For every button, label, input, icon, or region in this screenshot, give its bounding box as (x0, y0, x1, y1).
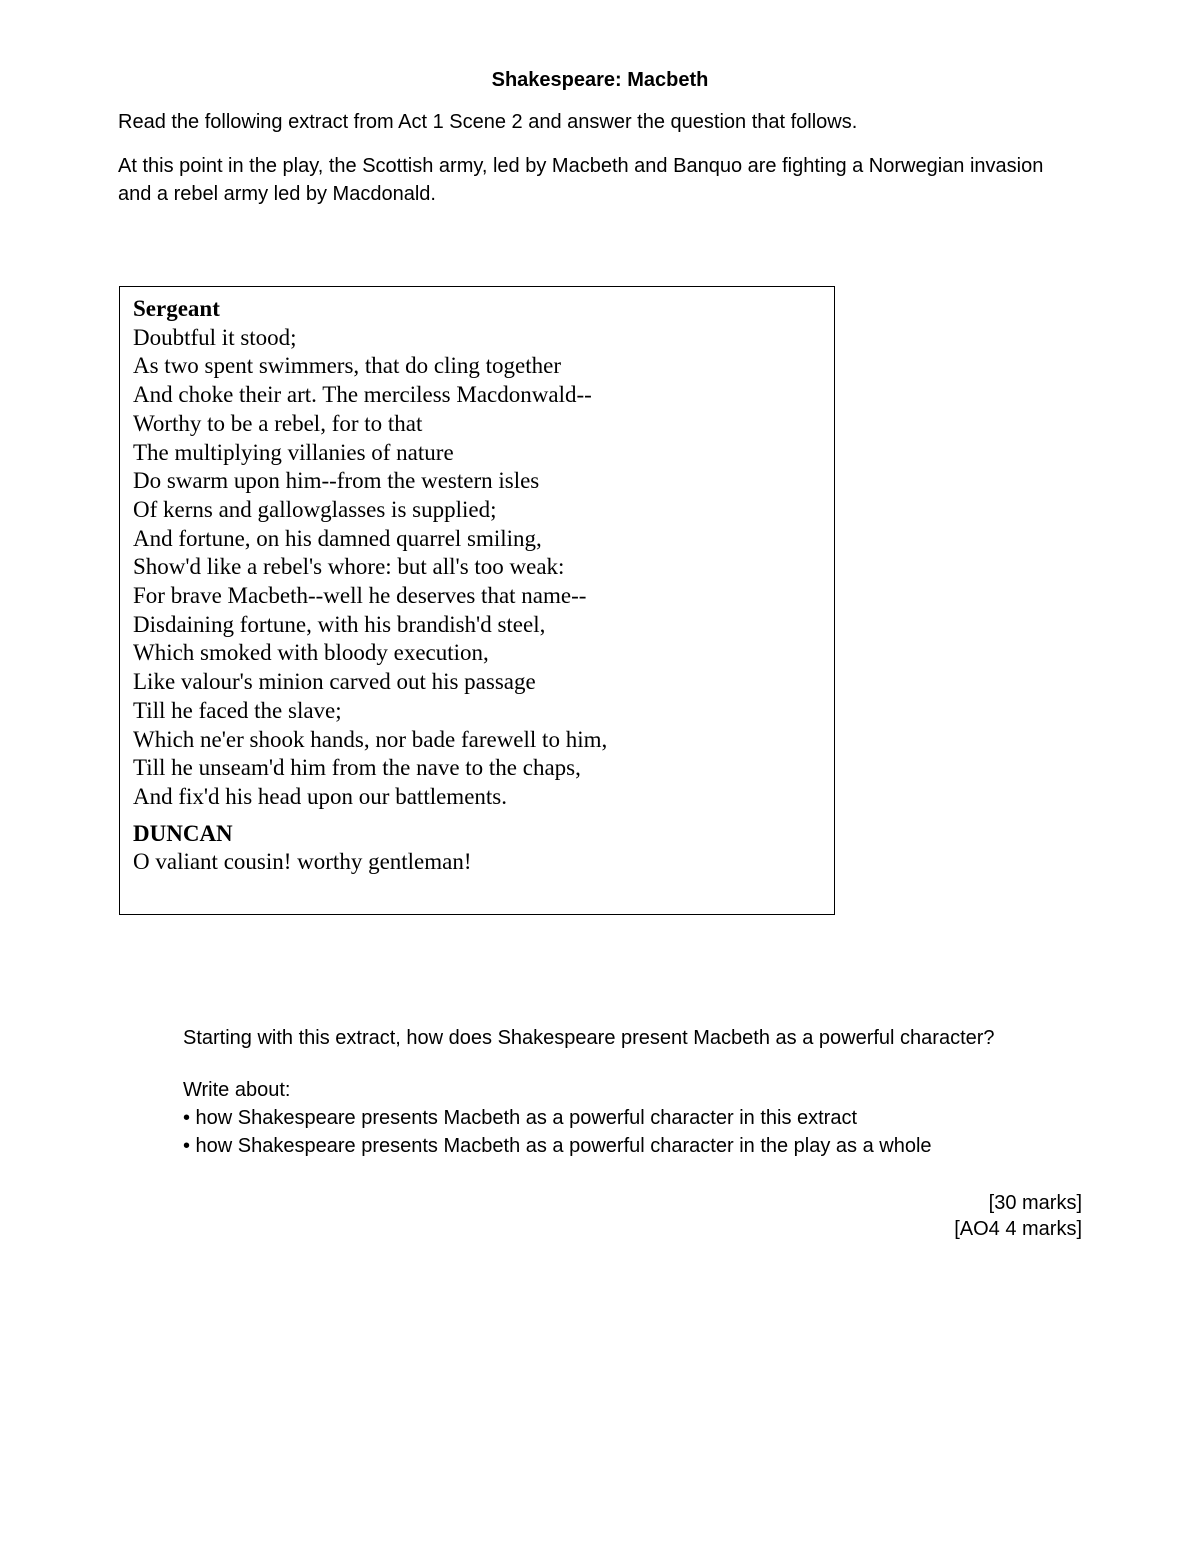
extract-line: Which smoked with bloody execution, (133, 640, 489, 666)
extract-line: Till he unseam'd him from the nave to the chaps, (133, 755, 581, 781)
bullet-item: • how Shakespeare presents Macbeth as a powerful character in this extract (183, 1107, 858, 1129)
bullet-item: • how Shakespeare presents Macbeth as a powerful character in the play as a whole (183, 1135, 932, 1157)
extract-line: Show'd like a rebel's whore: but all's too weak: (133, 554, 565, 580)
extract-line: The multiplying villanies of nature (133, 439, 454, 465)
extract-line: And choke their art. The merciless Macdonwald-- (133, 382, 592, 408)
extract-line: Like valour's minion carved out his passage (133, 669, 536, 695)
speaker-sergeant: Sergeant (133, 296, 220, 321)
extract-line: And fortune, on his damned quarrel smiling, (133, 525, 542, 551)
total-marks: [30 marks] (988, 1192, 1082, 1214)
extract-box (119, 286, 835, 915)
speaker-duncan: DUNCAN (133, 820, 233, 846)
page-title: Shakespeare: Macbeth (491, 69, 709, 91)
instruction-text: Read the following extract from Act 1 Scene 2 and answer the question that follows. (118, 111, 858, 133)
context-text: At this point in the play, the Scottish army, led by Macbeth and Banquo are fighting a Norwegian invasion and a rebel army led by Macdonald. (118, 155, 1044, 205)
extract-line: Disdaining fortune, with his brandish'd steel, (133, 611, 546, 637)
extract-text (133, 295, 607, 877)
question-text: Starting with this extract, how does Shakespeare present Macbeth as a powerful character? (183, 1027, 995, 1049)
extract-line: Do swarm upon him--from the western isles (133, 468, 540, 494)
extract-line: Of kerns and gallowglasses is supplied; (133, 496, 497, 522)
speech-gap (133, 812, 607, 820)
question-block (183, 1024, 995, 1160)
marks-block (954, 1190, 1082, 1242)
extract-line: Which ne'er shook hands, nor bade farewell to him, (133, 726, 608, 752)
extract-line: For brave Macbeth--well he deserves that name-- (133, 583, 587, 609)
extract-line: Doubtful it stood; (133, 324, 297, 350)
extract-line: And fix'd his head upon our battlements. (133, 783, 507, 809)
extract-line: Worthy to be a rebel, for to that (133, 410, 423, 436)
ao4-marks: [AO4 4 marks] (954, 1218, 1082, 1240)
extract-line: Till he faced the slave; (133, 697, 342, 723)
extract-line: As two spent swimmers, that do cling together (133, 353, 561, 379)
extract-line: O valiant cousin! worthy gentleman! (133, 849, 472, 875)
write-about-label: Write about: (183, 1079, 291, 1101)
